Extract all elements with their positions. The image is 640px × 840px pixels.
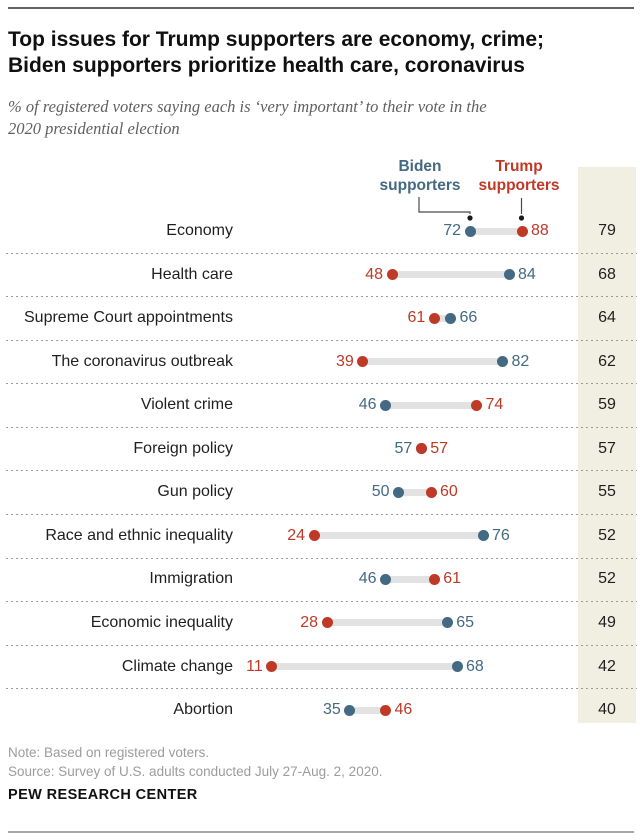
row-separator bbox=[6, 558, 637, 559]
note-text: Note: Based on registered voters. bbox=[8, 745, 210, 760]
biden-value: 46 bbox=[358, 396, 377, 414]
biden-dot bbox=[504, 269, 515, 280]
category-label: Violent crime bbox=[140, 396, 233, 414]
category-label: Race and ethnic inequality bbox=[45, 526, 233, 544]
total-value: 59 bbox=[598, 396, 616, 414]
chart-title: Biden supporters prioritize health care, coronavirus bbox=[8, 54, 525, 77]
total-value: 52 bbox=[598, 526, 616, 544]
trump-value: 61 bbox=[407, 309, 426, 327]
legend-biden-line1: Biden bbox=[398, 158, 442, 175]
trump-value: 61 bbox=[443, 570, 462, 588]
biden-value: 82 bbox=[511, 352, 530, 370]
connector-bar bbox=[386, 402, 477, 409]
connector-bar bbox=[386, 576, 435, 583]
legend-trump-line2: supporters bbox=[478, 177, 560, 194]
connector-bar bbox=[470, 228, 522, 235]
biden-value: 50 bbox=[371, 483, 390, 501]
trump-dot bbox=[266, 661, 277, 672]
trump-dot bbox=[357, 356, 368, 367]
row-separator bbox=[6, 601, 637, 602]
row-separator bbox=[6, 296, 637, 297]
row-separator bbox=[6, 383, 637, 384]
category-label: Health care bbox=[151, 265, 233, 283]
trump-value: 88 bbox=[531, 222, 549, 239]
total-value: 79 bbox=[598, 222, 616, 239]
connector-bar bbox=[363, 358, 503, 365]
trump-value: 39 bbox=[335, 352, 354, 370]
total-value: 68 bbox=[598, 265, 616, 283]
legend-biden-line2: supporters bbox=[379, 177, 461, 194]
category-label: Immigration bbox=[149, 570, 233, 588]
row-separator bbox=[6, 514, 637, 515]
total-value: 52 bbox=[598, 570, 616, 588]
pew-research-center-wordmark: PEW RESEARCH CENTER bbox=[8, 787, 198, 803]
biden-dot bbox=[442, 617, 453, 628]
trump-dot bbox=[416, 443, 427, 454]
biden-value: 57 bbox=[394, 439, 413, 457]
row-separator bbox=[6, 645, 637, 646]
category-label: Foreign policy bbox=[133, 439, 233, 457]
total-value: 55 bbox=[598, 483, 616, 501]
trump-dot bbox=[322, 617, 333, 628]
total-value: 64 bbox=[598, 309, 616, 327]
biden-dot bbox=[393, 487, 404, 498]
biden-value: 35 bbox=[322, 701, 341, 719]
trump-dot bbox=[426, 487, 437, 498]
bottom-rule bbox=[8, 831, 634, 833]
row-separator bbox=[6, 688, 637, 689]
biden-dot bbox=[380, 574, 391, 585]
trump-dot bbox=[429, 574, 440, 585]
biden-dot bbox=[445, 313, 456, 324]
biden-value: 76 bbox=[492, 526, 510, 544]
chart-title: Top issues for Trump supporters are economy, crime; bbox=[8, 28, 545, 51]
biden-dot bbox=[452, 661, 463, 672]
total-value: 40 bbox=[598, 701, 616, 719]
trump-value: 11 bbox=[246, 657, 263, 675]
row-separator bbox=[6, 470, 637, 471]
biden-dot bbox=[344, 705, 355, 716]
trump-value: 24 bbox=[287, 526, 305, 544]
category-label: Supreme Court appointments bbox=[24, 309, 233, 327]
trump-dot bbox=[387, 269, 398, 280]
total-value: 62 bbox=[598, 352, 616, 370]
chart-subtitle: 2020 presidential election bbox=[8, 119, 180, 138]
trump-value: 74 bbox=[485, 396, 504, 414]
category-label: The coronavirus outbreak bbox=[51, 352, 233, 370]
row-separator bbox=[6, 340, 637, 341]
biden-value: 46 bbox=[358, 570, 377, 588]
category-label: Abortion bbox=[173, 701, 233, 719]
category-label: Economy bbox=[166, 222, 233, 239]
trump-dot bbox=[309, 530, 320, 541]
trump-value: 46 bbox=[394, 701, 413, 719]
category-label: Climate change bbox=[121, 657, 233, 675]
trump-value: 48 bbox=[365, 265, 383, 283]
biden-value: 68 bbox=[466, 657, 484, 675]
row-separator bbox=[6, 427, 637, 428]
biden-dot bbox=[465, 226, 476, 237]
connector-bar bbox=[314, 532, 483, 539]
biden-value: 66 bbox=[459, 309, 478, 327]
trump-value: 57 bbox=[430, 439, 449, 457]
connector-bar bbox=[327, 619, 447, 626]
chart-subtitle: % of registered voters saying each is ‘very important’ to their vote in the bbox=[8, 97, 487, 116]
category-label: Economic inequality bbox=[90, 613, 233, 631]
trump-value: 28 bbox=[300, 613, 318, 631]
trump-value: 60 bbox=[440, 483, 458, 501]
biden-dot bbox=[497, 356, 508, 367]
row-separator bbox=[6, 253, 637, 254]
biden-value: 72 bbox=[443, 222, 461, 239]
biden-dot bbox=[478, 530, 489, 541]
biden-value: 84 bbox=[518, 265, 536, 283]
legend-trump-line1: Trump bbox=[495, 158, 543, 175]
trump-dot bbox=[471, 400, 482, 411]
trump-dot bbox=[517, 226, 528, 237]
total-value: 49 bbox=[598, 613, 616, 631]
connector-bar bbox=[272, 663, 457, 670]
connector-bar bbox=[392, 271, 509, 278]
trump-dot bbox=[380, 705, 391, 716]
biden-dot bbox=[380, 400, 391, 411]
total-value: 57 bbox=[598, 439, 616, 457]
biden-value: 65 bbox=[456, 613, 475, 631]
trump-dot bbox=[429, 313, 440, 324]
source-text: Source: Survey of U.S. adults conducted July 27-Aug. 2, 2020. bbox=[8, 764, 383, 779]
total-value: 42 bbox=[598, 657, 616, 675]
category-label: Gun policy bbox=[157, 483, 233, 501]
